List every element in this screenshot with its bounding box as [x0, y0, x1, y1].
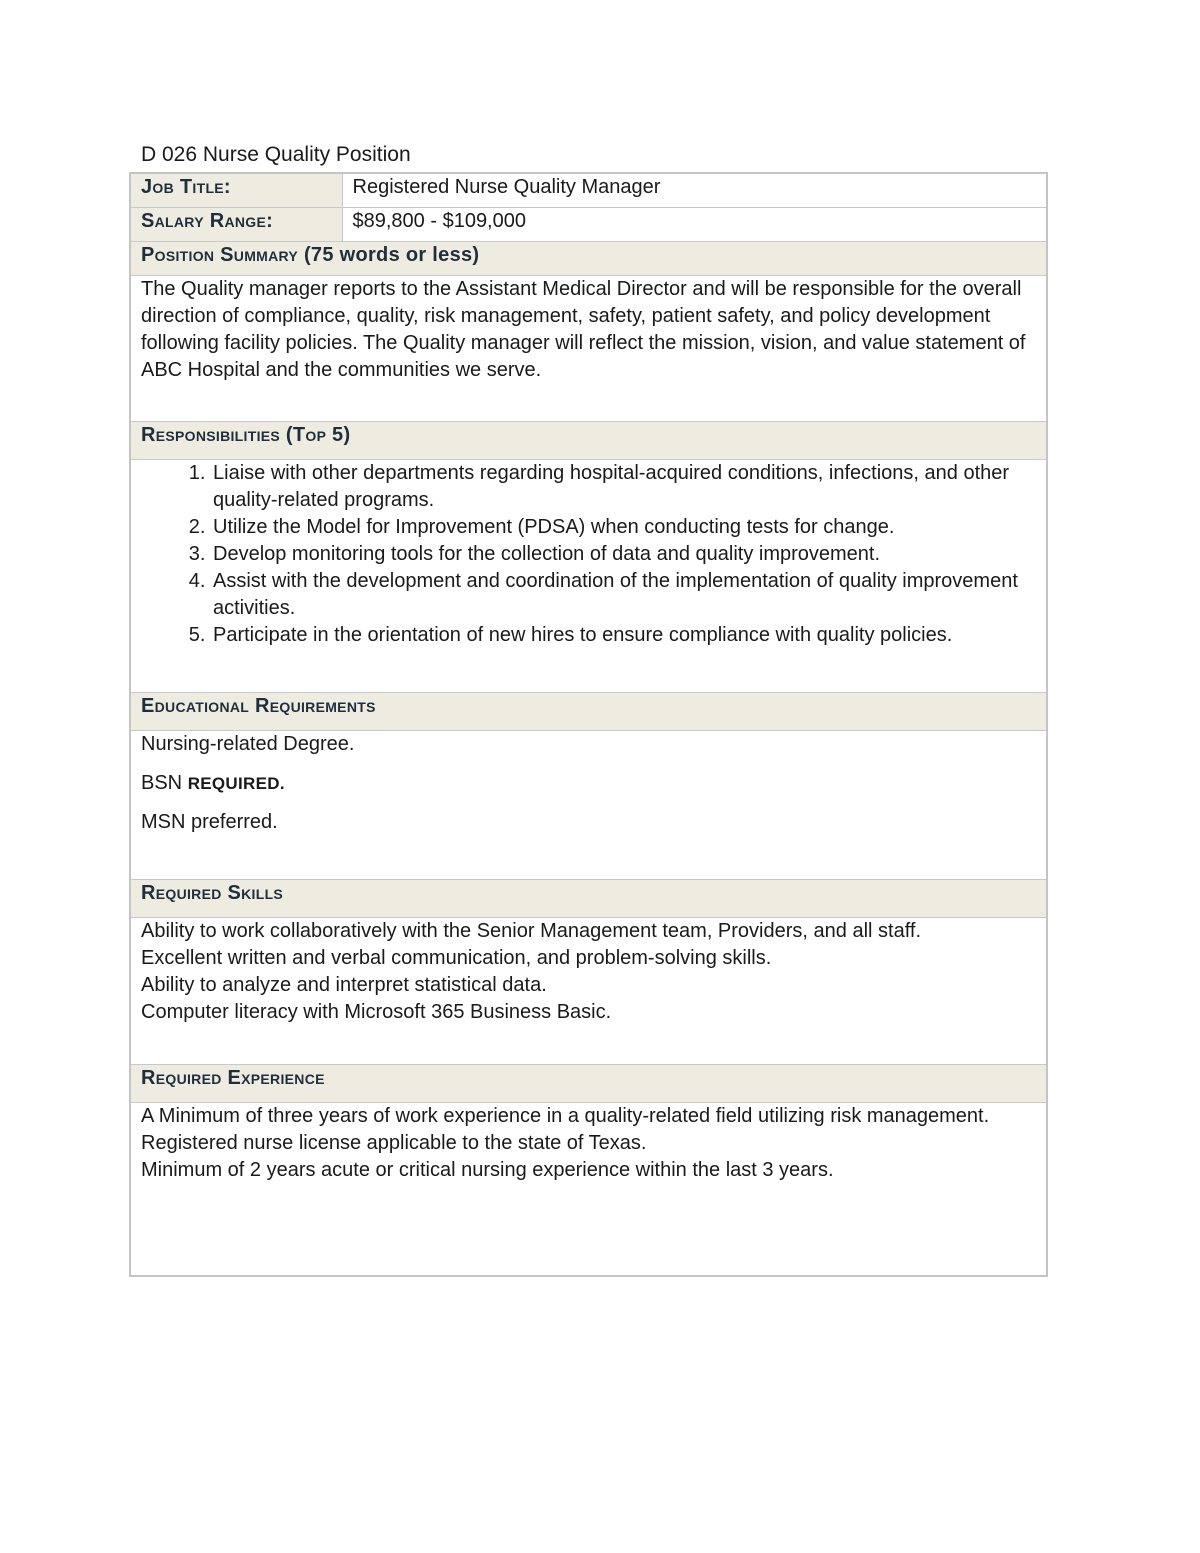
skill-line: Ability to analyze and interpret statistical data. — [141, 974, 547, 996]
skill-line: Ability to work collaboratively with the Senior Management team, Providers, and all staff. — [141, 920, 921, 942]
skill-line: Computer literacy with Microsoft 365 Business Basic. — [141, 1001, 612, 1023]
document-title: D 026 Nurse Quality Position — [141, 143, 411, 166]
position-summary-header-row — [130, 242, 1047, 276]
education-required-emphasis: REQUIRED. — [187, 774, 285, 793]
responsibilities-row — [130, 460, 1047, 693]
job-title-label: Job Title: — [130, 173, 342, 208]
list-item: 2. Utilize the Model for Improvement (PDSA) when conducting tests for change. — [211, 514, 1036, 541]
experience-line: A Minimum of three years of work experience in a quality-related field utilizing risk management. — [141, 1105, 990, 1127]
educational-requirements-cell — [130, 731, 1047, 880]
required-skills-row — [130, 918, 1047, 1065]
educational-requirements-header-row — [130, 693, 1047, 731]
responsibilities-list — [141, 460, 1036, 649]
job-description-table — [129, 172, 1048, 1277]
required-experience-header-row — [130, 1065, 1047, 1103]
list-item: 1. Liaise with other departments regarding hospital-acquired conditions, infections, and other quality-related programs. — [211, 460, 1036, 514]
position-summary-row — [130, 276, 1047, 422]
required-experience-header: Required Experience — [130, 1065, 1047, 1103]
experience-line: Minimum of 2 years acute or critical nursing experience within the last 3 years. — [141, 1159, 834, 1181]
required-skills-header: Required Skills — [130, 880, 1047, 918]
education-line-bsn — [141, 770, 1036, 797]
educational-requirements-header: Educational Requirements — [130, 693, 1047, 731]
list-item: 3. Develop monitoring tools for the collection of data and quality improvement. — [211, 541, 1036, 568]
position-summary-label-suffix: (75 words or less) — [303, 244, 480, 266]
required-experience-cell — [130, 1103, 1047, 1277]
educational-requirements-row — [130, 731, 1047, 880]
required-experience-row — [130, 1103, 1047, 1277]
list-item: 4. Assist with the development and coordination of the implementation of quality improvement activities. — [211, 568, 1036, 622]
position-summary-label: Position Summary — [141, 244, 299, 266]
education-line-degree: Nursing-related Degree. — [141, 733, 355, 755]
salary-range-label: Salary Range: — [130, 208, 342, 242]
skill-line: Excellent written and verbal communication, and problem-solving skills. — [141, 947, 772, 969]
list-item: 5. Participate in the orientation of new hires to ensure compliance with quality policies. — [211, 622, 1036, 649]
salary-range-value: $89,800 - $109,000 — [342, 208, 1047, 242]
responsibilities-header: Responsibilities (Top 5) — [130, 422, 1047, 460]
position-summary-text: The Quality manager reports to the Assistant Medical Director and will be responsible for the overall direction of compliance, quality, risk management, safety, patient safety, and policy development following facility policies. The Quality manager will reflect the mission, vision, and value statement of ABC Hospital and the communities we serve. — [130, 276, 1047, 422]
experience-line: Registered nurse license applicable to the state of Texas. — [141, 1132, 647, 1154]
required-skills-cell — [130, 918, 1047, 1065]
responsibilities-cell — [130, 460, 1047, 693]
job-title-row — [130, 173, 1047, 208]
required-skills-header-row — [130, 880, 1047, 918]
salary-range-row — [130, 208, 1047, 242]
responsibilities-header-row — [130, 422, 1047, 460]
education-bsn-text: BSN — [141, 772, 183, 794]
education-line-msn: MSN preferred. — [141, 811, 278, 833]
job-title-value: Registered Nurse Quality Manager — [342, 173, 1047, 208]
position-summary-header — [130, 242, 1047, 276]
